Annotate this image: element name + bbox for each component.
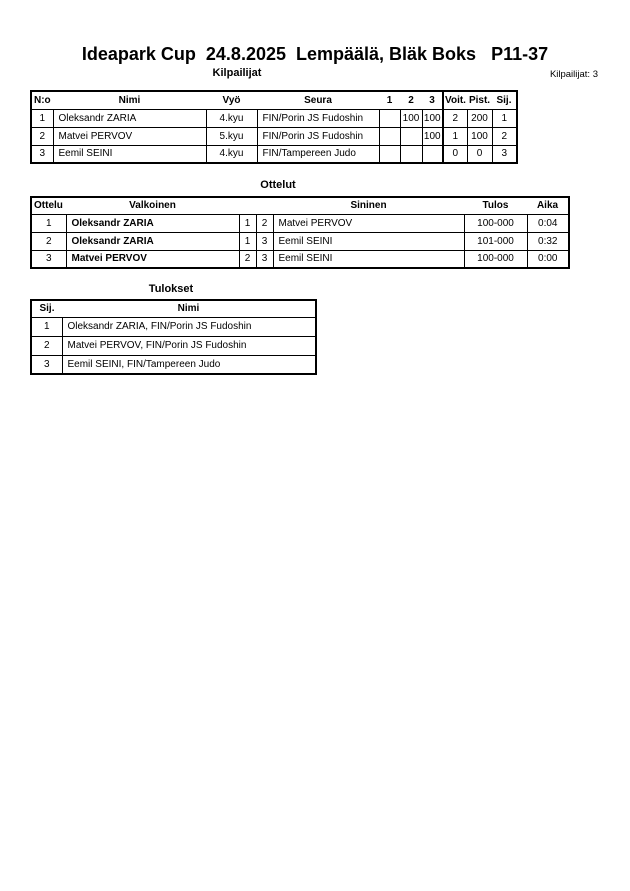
result-name: Eemil SEINI, FIN/Tampereen Judo [62, 355, 316, 374]
section-title-competitors: Kilpailijat [212, 67, 262, 79]
match-blue-no: 3 [256, 250, 273, 268]
col-header-belt: Vyö [206, 91, 257, 109]
competitor-points: 100 [467, 127, 492, 145]
match-row [31, 250, 569, 268]
competitor-no: 1 [31, 109, 53, 127]
page-title: Ideapark Cup 24.8.2025 Lempäälä, Bläk Boks P11-37 [81, 44, 549, 64]
match-row [31, 214, 569, 232]
competitor-name: Matvei PERVOV [53, 127, 206, 145]
competitor-place: 1 [492, 109, 517, 127]
competitor-club: FIN/Tampereen Judo [257, 145, 379, 163]
result-place: 2 [31, 336, 62, 355]
competitors-table [30, 90, 518, 164]
col-header-score: Tulos [464, 197, 527, 214]
competitor-score-3: 100 [422, 127, 443, 145]
competitor-row [31, 109, 517, 127]
competitor-club: FIN/Porin JS Fudoshin [257, 127, 379, 145]
match-blue-no: 3 [256, 232, 273, 250]
match-score: 101-000 [464, 232, 527, 250]
result-place: 3 [31, 355, 62, 374]
competitor-score-2 [400, 127, 422, 145]
match-time: 0:04 [527, 214, 569, 232]
col-header-blue: Sininen [273, 197, 464, 214]
competitor-row [31, 145, 517, 163]
result-name: Matvei PERVOV, FIN/Porin JS Fudoshin [62, 336, 316, 355]
match-score: 100-000 [464, 214, 527, 232]
match-blue-name: Eemil SEINI [273, 250, 464, 268]
competitor-belt: 5.kyu [206, 127, 257, 145]
col-header-wins: Voit. [443, 91, 467, 109]
col-header-place: Sij. [31, 300, 62, 317]
competitor-name: Eemil SEINI [53, 145, 206, 163]
col-header-no: N:o [31, 91, 53, 109]
col-header-name: Nimi [62, 300, 316, 317]
match-no: 3 [31, 250, 66, 268]
competitor-belt: 4.kyu [206, 109, 257, 127]
col-header-points: Pist. [467, 91, 492, 109]
match-white-no: 1 [239, 232, 256, 250]
competitor-wins: 0 [443, 145, 467, 163]
competitor-points: 0 [467, 145, 492, 163]
result-name: Oleksandr ZARIA, FIN/Porin JS Fudoshin [62, 317, 316, 336]
col-header-round3: 3 [422, 91, 443, 109]
match-score: 100-000 [464, 250, 527, 268]
section-title-matches: Ottelut [260, 179, 296, 191]
result-row [31, 355, 316, 374]
col-header-place: Sij. [492, 91, 517, 109]
match-row [31, 232, 569, 250]
competitor-score-2: 100 [400, 109, 422, 127]
competitors-count: Kilpailijat: 3 [549, 69, 598, 80]
col-header-white: Valkoinen [66, 197, 239, 214]
competitor-row [31, 127, 517, 145]
competitor-score-3 [422, 145, 443, 163]
col-header-match: Ottelu [31, 197, 66, 214]
competitor-score-1 [379, 145, 400, 163]
competitor-score-3: 100 [422, 109, 443, 127]
match-time: 0:00 [527, 250, 569, 268]
competitor-no: 2 [31, 127, 53, 145]
match-time: 0:32 [527, 232, 569, 250]
match-blue-no: 2 [256, 214, 273, 232]
matches-header-row [31, 197, 569, 214]
col-header-round1: 1 [379, 91, 400, 109]
competitor-club: FIN/Porin JS Fudoshin [257, 109, 379, 127]
col-header-name: Nimi [53, 91, 206, 109]
match-no: 1 [31, 214, 66, 232]
col-header-blue-no [256, 197, 273, 214]
competitor-score-1 [379, 127, 400, 145]
result-place: 1 [31, 317, 62, 336]
section-title-results: Tulokset [148, 283, 194, 295]
result-row [31, 317, 316, 336]
competitor-wins: 2 [443, 109, 467, 127]
match-white-name: Matvei PERVOV [66, 250, 239, 268]
competitor-place: 2 [492, 127, 517, 145]
competitor-name: Oleksandr ZARIA [53, 109, 206, 127]
col-header-white-no [239, 197, 256, 214]
match-blue-name: Eemil SEINI [273, 232, 464, 250]
competitor-score-1 [379, 109, 400, 127]
competitor-no: 3 [31, 145, 53, 163]
results-header-row [31, 300, 316, 317]
competitor-score-2 [400, 145, 422, 163]
result-row [31, 336, 316, 355]
results-table [30, 299, 317, 375]
col-header-time: Aika [527, 197, 569, 214]
col-header-club: Seura [257, 91, 379, 109]
match-blue-name: Matvei PERVOV [273, 214, 464, 232]
match-white-no: 2 [239, 250, 256, 268]
competitor-points: 200 [467, 109, 492, 127]
match-white-name: Oleksandr ZARIA [66, 232, 239, 250]
competitor-wins: 1 [443, 127, 467, 145]
matches-table [30, 196, 570, 269]
match-white-name: Oleksandr ZARIA [66, 214, 239, 232]
competitor-place: 3 [492, 145, 517, 163]
col-header-round2: 2 [400, 91, 422, 109]
match-white-no: 1 [239, 214, 256, 232]
competitor-belt: 4.kyu [206, 145, 257, 163]
match-no: 2 [31, 232, 66, 250]
competitors-header-row [31, 91, 517, 109]
